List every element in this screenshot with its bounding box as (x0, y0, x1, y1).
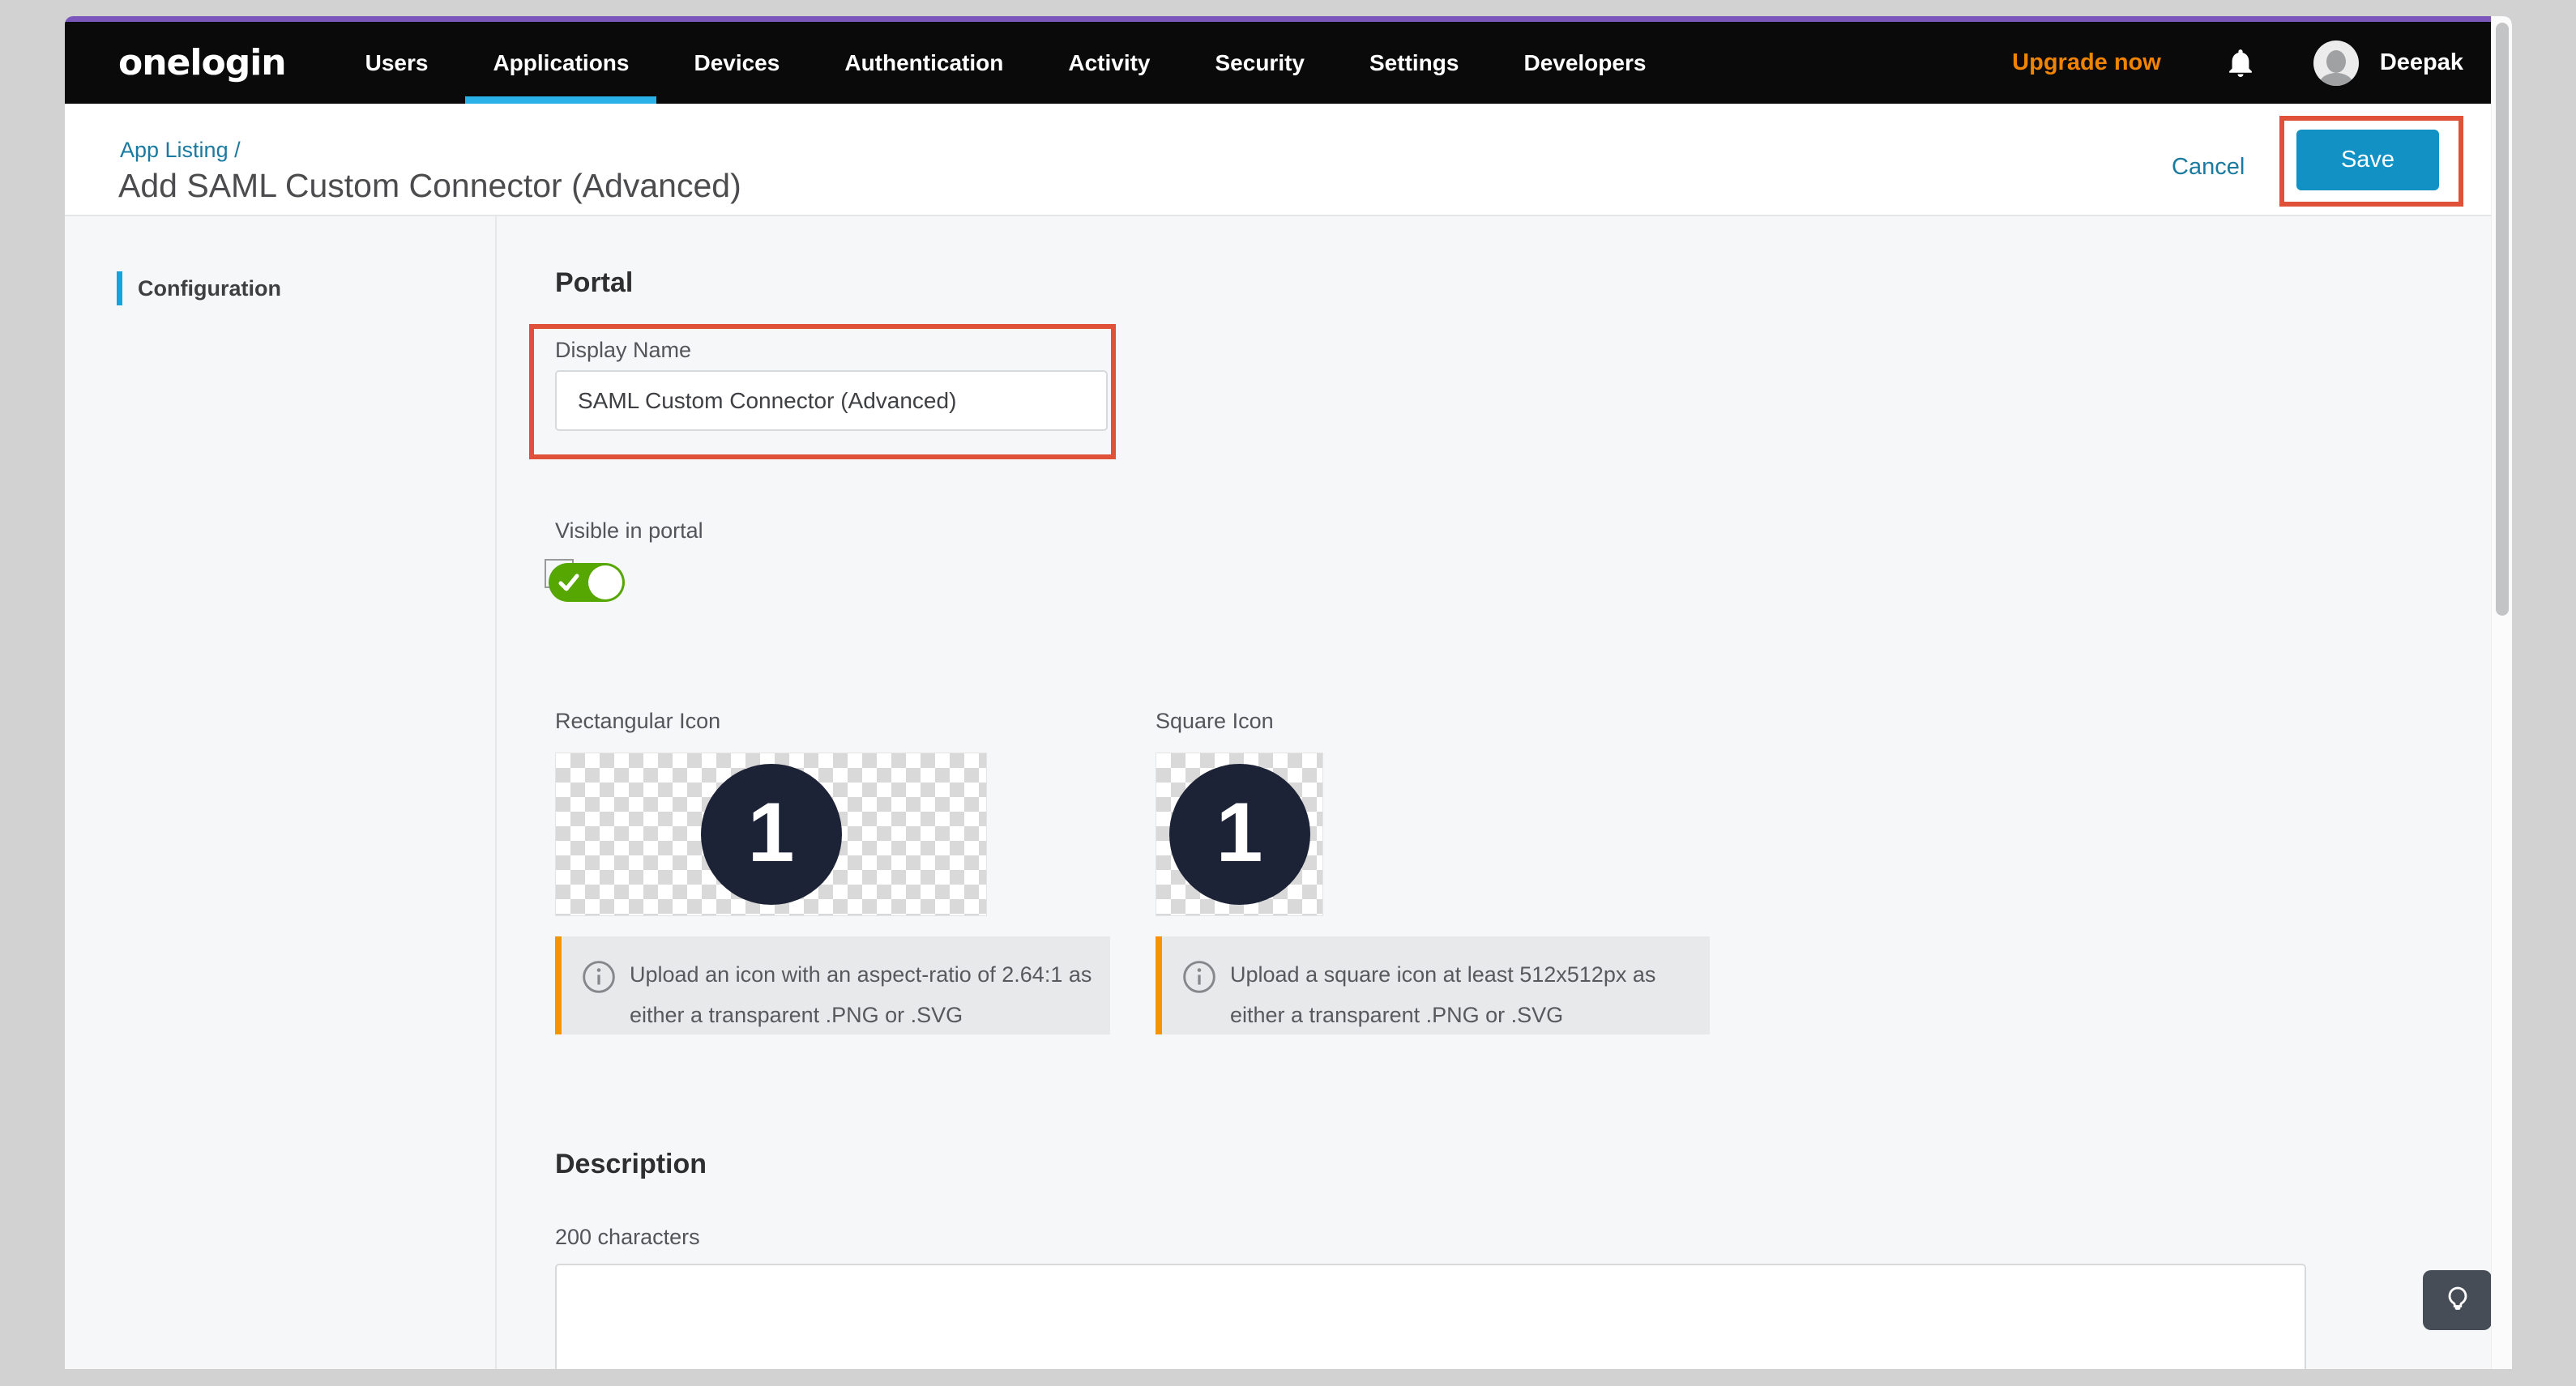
lightbulb-icon (2441, 1284, 2474, 1316)
sidebar-item-configuration[interactable]: Configuration (117, 271, 281, 305)
page-title: Add SAML Custom Connector (Advanced) (118, 167, 741, 204)
help-lightbulb-button[interactable] (2423, 1270, 2492, 1330)
nav-item-applications[interactable]: Applications (460, 22, 661, 104)
onelogin-logo[interactable]: onelogin (118, 42, 286, 83)
onelogin-app-icon: 1 (1169, 764, 1310, 905)
hint-text: Upload an icon with an aspect-ratio of 2.64:1 as either a transparent .PNG or .SVG (630, 962, 1092, 1027)
nav-item-settings[interactable]: Settings (1369, 49, 1459, 75)
nav-item-authentication[interactable]: Authentication (844, 49, 1004, 75)
portal-section-title: Portal (555, 267, 634, 298)
nav-item-security[interactable]: Security (1215, 49, 1305, 75)
square-icon-hint (1156, 936, 1710, 1034)
user-name[interactable]: Deepak (2379, 49, 2463, 75)
scrollbar-track[interactable] (2491, 16, 2512, 1369)
info-icon (1181, 959, 1217, 995)
display-name-label: Display Name (555, 338, 692, 362)
avatar-shoulders (2319, 73, 2353, 86)
page-header (65, 104, 2512, 216)
avatar-head (2326, 50, 2346, 73)
onelogin-app-icon: 1 (701, 764, 842, 905)
toggle-knob (588, 565, 622, 599)
square-icon-label: Square Icon (1156, 709, 1274, 733)
active-tab-indicator (465, 96, 656, 104)
rectangular-icon-hint (555, 936, 1110, 1034)
annotation-highlight-save (2279, 116, 2463, 207)
rectangular-icon-preview[interactable] (555, 753, 987, 916)
nav-item-activity[interactable]: Activity (1068, 49, 1151, 75)
nav-item-devices[interactable]: Devices (694, 49, 780, 75)
browser-accent-strip (65, 16, 2512, 22)
info-icon (581, 959, 617, 995)
rectangular-icon-label: Rectangular Icon (555, 709, 721, 733)
save-button[interactable]: Save (2296, 130, 2439, 190)
character-count-label: 200 characters (555, 1225, 700, 1249)
top-nav (65, 22, 2512, 104)
display-name-input[interactable] (555, 370, 1108, 431)
check-icon (558, 573, 579, 592)
visible-in-portal-toggle[interactable] (549, 563, 625, 602)
description-section-title: Description (555, 1149, 707, 1179)
breadcrumb[interactable]: App Listing / (120, 138, 241, 162)
active-item-indicator (117, 271, 122, 305)
nav-item-users[interactable]: Users (365, 49, 429, 75)
app-window (65, 16, 2512, 1369)
user-avatar[interactable] (2313, 41, 2359, 86)
nav-item-developers[interactable]: Developers (1523, 49, 1647, 75)
visible-in-portal-label: Visible in portal (555, 518, 703, 543)
description-textarea[interactable] (555, 1264, 2306, 1369)
hint-text: Upload a square icon at least 512x512px as either a transparent .PNG or .SVG (1230, 962, 1656, 1027)
scrollbar-thumb[interactable] (2496, 23, 2509, 616)
sidebar-divider (495, 216, 497, 1369)
upgrade-now-link[interactable]: Upgrade now (2012, 49, 2161, 75)
bell-icon[interactable] (2224, 45, 2257, 81)
cancel-button[interactable]: Cancel (2172, 154, 2245, 180)
square-icon-preview[interactable] (1156, 753, 1323, 916)
